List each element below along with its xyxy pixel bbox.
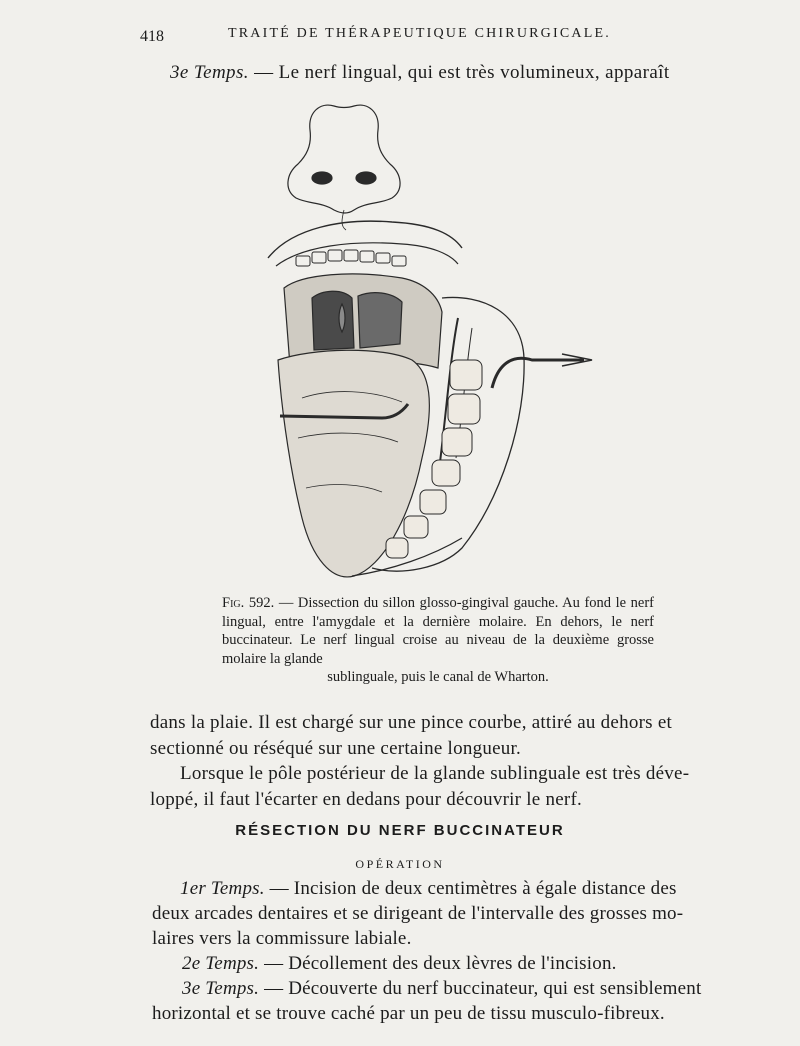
figure-label: Fig. 592. xyxy=(222,595,275,611)
body-line: loppé, il faut l'écarter en dedans pour découvrir le nerf. xyxy=(150,789,583,810)
page-header xyxy=(0,22,800,46)
section-title: RÉSECTION DU NERF BUCCINATEUR xyxy=(235,822,565,839)
retractor-right xyxy=(492,358,584,388)
nose-drawing xyxy=(288,105,400,213)
caption-line: sublinguale, puis le canal de Wharton. xyxy=(327,669,549,685)
upper-teeth xyxy=(296,250,406,266)
step-line xyxy=(182,953,617,975)
body-line: dans la plaie. Il est chargé sur une pince courbe, attiré au dehors et xyxy=(150,712,673,733)
step-label: 1er Temps. xyxy=(180,878,265,899)
figure-caption xyxy=(222,594,654,687)
step-label: 3e Temps. xyxy=(182,978,260,999)
body-line: Lorsque le pôle postérieur de la glande sublinguale est très déve- xyxy=(180,763,690,784)
step-text: — Décollement des deux lèvres de l'incision. xyxy=(264,953,617,974)
caption-line: molaire. En dehors, le nerf buccinateur. Le nerf lingual xyxy=(222,613,654,648)
step-text: — Découverte du nerf buccinateur, qui est sensiblement xyxy=(264,978,702,999)
step-line xyxy=(180,878,677,900)
anatomical-illustration xyxy=(262,98,598,582)
intro-line xyxy=(170,62,670,84)
step-text: — Incision de deux centimètres à égale distance des xyxy=(269,878,677,899)
step-label: 3e Temps. xyxy=(170,62,249,83)
section-subtitle: OPÉRATION xyxy=(355,857,445,871)
caption-line: — Dissection du sillon glosso-gingival gauche. xyxy=(278,595,559,611)
upper-lip xyxy=(268,221,462,258)
step-line: horizontal et se trouve caché par un peu de tissu musculo-fibreux. xyxy=(152,1003,665,1024)
page-number: 418 xyxy=(140,28,164,45)
step-line: deux arcades dentaires et se dirigeant de l'intervalle des grosses mo- xyxy=(152,903,684,924)
running-title: TRAITÉ DE THÉRAPEUTIQUE CHIRURGICALE. xyxy=(228,26,611,41)
step-label: 2e Temps. xyxy=(182,953,260,974)
intro-text: — Le nerf lingual, qui est très volumineux, apparaît xyxy=(254,62,670,83)
caption-line: Au fond le nerf lingual, entre l'amygdale et la dernière xyxy=(222,595,655,630)
step-line: laires vers la commissure labiale. xyxy=(152,928,412,949)
body-line: sectionné ou réséqué sur une certaine longueur. xyxy=(150,738,522,759)
caption-line: croise au niveau de la deuxième grosse molaire la glande xyxy=(222,632,654,667)
step-line xyxy=(182,978,701,1000)
